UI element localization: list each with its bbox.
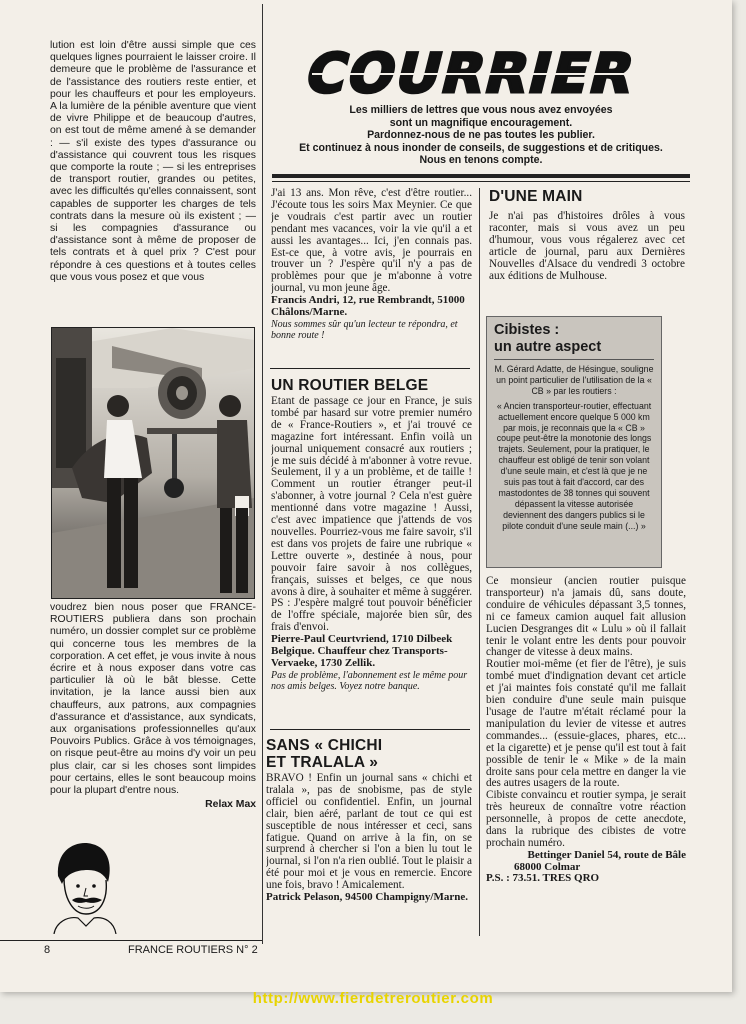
- column-rule-right: [479, 188, 480, 936]
- d-une-main-signature-3: P.S. : 73.51. TRES QRO: [486, 872, 600, 885]
- letter-francis-text: J'ai 13 ans. Mon rêve, c'est d'être routier... J'écoute tous les soirs Max Meynier. Ce que je voudrais c'est partir avec un routier pendant mes vacances, voir la vie qu'il a et aussi les avantages... Ici, j'en connais pas. Est-ce que, à votre avis, je pourrais en trouver un ? J'espère qu'il n'y a pas de problèmes pour que je m'abonne à votre journal, vu mon jeune âge.: [271, 188, 472, 295]
- signature-relax-max: Relax Max: [205, 799, 256, 811]
- letter-belge-reply: Pas de problème, l'abonnement est le même pour nos amis belges. Voyez notre banque.: [271, 669, 468, 692]
- intro-line-5: Nous en tenons compte.: [419, 154, 543, 166]
- middle-column-belge: [271, 377, 472, 692]
- courrier-title-logo: [282, 40, 682, 102]
- intro-line-2: sont un magnifique encouragement.: [389, 116, 573, 129]
- sidebar-title-line1: Cibistes :: [494, 322, 560, 338]
- heading-sans-chichi-line1: SANS « CHICHI: [266, 737, 383, 754]
- magazine-footer-title: FRANCE ROUTIERS N° 2: [128, 944, 258, 956]
- left-column: [50, 40, 256, 284]
- d-une-main-text-3: Cibiste convaincu et routier sympa, je serait très heureux de connaître votre réaction personnelle, à propos de cette anecdote, dans la rubrique des cibistes de votre prochain numéro.: [486, 789, 686, 849]
- letter-chichi-text: BRAVO ! Enfin un journal sans « chichi et tralala », pas de snobisme, pas de style officiel ou confidentiel. Enfin, un journal clair, bien aéré, parlant de tout ce qui est susceptible de nous intéresser et ceci, sans fatigue. Quand on arrive à la fin, on se surprend à chercher si l'on a bien lu tout le journal, si l'on n'a rien oublié. Tout le plaisir a été pour moi et je vous en remercie. Encore une fois, bravo ! Amicalement.: [266, 772, 472, 892]
- sidebar-title-rule: [494, 359, 654, 360]
- page-number: 8: [44, 944, 51, 956]
- d-une-main-text-1: Ce monsieur (ancien routier puisque transporteur) n'a jamais dû, sans doute, conduire de véhicules dépassant 3,5 tonnes, ni ce fameux camion auquel fait allusion Lucien Desgranges dit « Lulu » où il fallait tenir le volant entre les dents pour pouvoir changer de vitesse à deux mains.: [486, 576, 686, 659]
- article-text-bottom: voudrez bien nous poser que FRANCE-ROUTIERS publiera dans son prochain numéro, un dossier complet sur ce problème qui concerne tous les membres de la corporation. A cet effet, je vous invite à nous écrire et à nous exposer dans votre cas particulier là où le bât blesse. Cette invitation, je la lance aussi bien aux chauffeurs, aux patrons, aux compagnies d'assurance et d'assistance, aux syndicats, aux organisations professionnelles qu'aux Pouvoirs Publics. Grâce à vos témoignages, on risque peut-être au moins d'y voir un peu plus clair, car si les choses sont limpides pour certains, elles le sont beaucoup moins pour la plupart d'entre nous.: [50, 602, 256, 797]
- article-text-top: lution est loin d'être aussi simple que ces quelques lignes pourraient le laisser croire. Il demeure que le problème de l'assurance et de l'assistance des routiers reste entier, et pour les chauffeurs et pour les employeurs. A la lumière de la pénible aventure que vient de vivre Philippe et de beaucoup d'autres, on est tout de même amené à se demander : — s'il existe des types d'assurance ou d'assistance qui couvrent tous les risques que comporte la route ; — si les entreprises de transport routier, grandes ou petites, avec les difficultés qu'elles connaissent, sont capables de supporter les charges de tels contrats dans la mesure où ils existent ; — si les compagnies d'assurance ou d'assistance sont à même de proposer de tels contrats et à quel prix ? C'est pour répondre à ces questions et à toutes celles que vous vous posez et que vous: [50, 40, 256, 283]
- photo-drivers-airplane: [51, 327, 255, 599]
- heading-sans-chichi-line2: ET TRALALA »: [266, 754, 379, 771]
- d-une-main-intro-text: Je n'ai pas d'histoires drôles à vous raconter, mais si vous avez un peu d'humour, vous vous régalerez avec cet article de journal, paru aux Dernières Nouvelles d'Alsace du vendredi 3 octobre aux éditions de Mulhouse.: [489, 210, 685, 282]
- intro-line-4: Et continuez à nous inonder de conseils, de suggestions et de critiques.: [299, 141, 663, 154]
- footer-rule: [0, 940, 262, 941]
- middle-column-chichi: [266, 737, 472, 904]
- middle-divider-2: [270, 729, 470, 730]
- sidebar-body: [487, 364, 661, 532]
- heading-d-une-main: D'UNE MAIN: [489, 188, 583, 205]
- letter-francis-signature: Francis Andri, 12, rue Rembrandt, 51000 Châlons/Marne.: [271, 294, 465, 318]
- d-une-main-text-2: Routier moi-même (et fier de l'être), je suis tombé muet d'indignation devant cet article et j'ai maintes fois constaté qu'il me fallait bien conduire d'une seule main puisque l'usage de l'autre m'était réclamé pour la manipulation du levier de vitesse et autres commandes... (essuie-glaces, phares, etc... et la cigarette) et je pense qu'il est tout à fait possible de tenir le « Mike » de la main droite sans pour cela mettre en danger la vie des autres usagers de la route.: [486, 658, 686, 790]
- middle-divider-1: [270, 368, 470, 369]
- intro-line-1: Les milliers de lettres que vous nous avez envoyées: [349, 104, 613, 116]
- heading-routier-belge: UN ROUTIER BELGE: [271, 377, 429, 394]
- right-column-top: [489, 188, 685, 282]
- right-column-bottom: [486, 576, 686, 885]
- masthead-title: COURRIER: [299, 41, 643, 102]
- letter-belge-text: Etant de passage ce jour en France, je suis tombé par hasard sur votre premier numéro de « France-Routiers », et j'ai trouvé ce magazine fort intéressant. Enfin voilà un journal uniquement consacré aux routiers ; je me suis décidé à m'abonner à votre revue. Seulement, il y a un problème, et de taille ! Comment un routier étranger peut-il s'abonner, à votre journal ? Cela n'est guère mentionné dans votre magazine ! Aussi, c'est avec impatience que j'attends de vos nouvelles. Pourriez-vous me faire savoir, s'il est dans vos projets de faire une rubrique « Lettre ouverte », destinée à nous, pour pouvoir faire savoir à nos collègues, français, suisses et belges, ce que nous avons à dire, à souhaiter et même à suggérer. PS : J'espère malgré tout pouvoir bénéficier de l'offre spéciale, majorée bien sûr, des frais d'envoi.: [271, 395, 472, 634]
- masthead-rule-thick: [272, 174, 690, 178]
- letter-francis-reply: Nous sommes sûr qu'un lecteur te répondra, et bonne route !: [271, 318, 458, 341]
- d-une-main-signature-1: Bettinger Daniel 54, route de Bâle: [527, 848, 686, 861]
- sidebar-intro: M. Gérard Adatte, de Hésingue, souligne un point particulier de l'utilisation de la « CB » par les routiers :: [494, 364, 654, 396]
- letter-belge-signature: Pierre-Paul Ceurtvriend, 1710 Dilbeek Belgique. Chauffeur chez Transports-Vervaeke, 1730 Zellik.: [271, 633, 453, 669]
- letter-chichi-signature: Patrick Pelason, 94500 Champigny/Marne.: [266, 891, 468, 904]
- letter-francis: [271, 188, 472, 341]
- caricature-portrait: [48, 838, 120, 934]
- courrier-intro: [272, 104, 690, 167]
- cibistes-sidebar-box: [486, 316, 662, 568]
- courrier-masthead: [282, 40, 682, 102]
- sidebar-quote: « Ancien transporteur-routier, effectuant actuellement encore quelque 5 000 km par mois, je reconnais que la « CB » coupe peut-être la monotonie des longs trajets. Seulement, pour la pratiquer, le chauffeur est obligé de tenir son volant d'une seule main, et c'est là que je ne suis pas tout à fait d'accord, car des mastodontes de 38 tonnes qui souvent dépassent la vitesse autorisée deviennent des dangers publics si le pilote conduit d'une seule main (...) »: [496, 400, 652, 531]
- column-rule-left: [262, 4, 263, 944]
- d-une-main-signature-2: 68000 Colmar: [514, 860, 581, 873]
- sidebar-title-line2: un autre aspect: [494, 338, 602, 355]
- watermark-url: http://www.fierdetreroutier.com: [252, 990, 494, 1007]
- left-column-bottom: [50, 602, 256, 811]
- masthead-rule-thin: [272, 181, 690, 182]
- intro-line-3: Pardonnez-nous de ne pas toutes les publier.: [367, 129, 595, 141]
- caricature-drawing: [48, 838, 120, 934]
- photo-illustration: [52, 328, 254, 598]
- middle-column: [271, 188, 472, 341]
